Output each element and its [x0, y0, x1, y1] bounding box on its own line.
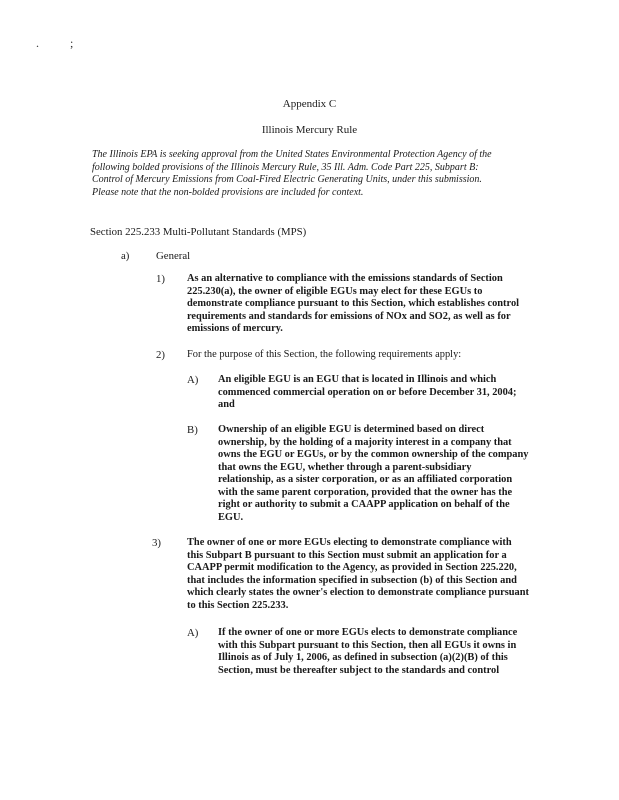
text-line: EGU.	[218, 511, 244, 523]
text-line: For the purpose of this Section, the following requirements apply:	[187, 349, 462, 360]
intro-line: Please note that the non-bolded provisions are included for context.	[92, 186, 364, 198]
text-line: with this Subpart pursuant to this Section, then all EGUs it owns in	[218, 639, 517, 651]
text-line: which clearly states the owner's election to demonstrate compliance pursuant	[187, 587, 529, 598]
paragraph-3-label: 3)	[152, 537, 161, 549]
item-B-text	[218, 424, 528, 524]
text-line: demonstrate compliance pursuant to this Section, which establishes control	[187, 298, 520, 309]
text-line: As an alternative to compliance with the emissions standards of Section	[187, 273, 503, 284]
text-line: that owns the EGU, whether through a parent-subsidiary	[218, 461, 472, 473]
paragraph-3-text	[187, 537, 529, 612]
text-line: that includes the information specified in subsection (b) of this Section and	[187, 574, 517, 586]
text-line: An eligible EGU is an EGU that is located in Illinois and which	[218, 374, 497, 385]
intro-line: Control of Mercury Emissions from Coal-Fired Electric Generating Units, under this submission.	[92, 174, 482, 185]
item-3A-label: A)	[187, 627, 199, 639]
subsection-a-label: a)	[121, 250, 130, 262]
text-line: If the owner of one or more EGUs elects to demonstrate compliance	[218, 627, 518, 638]
text-line: to this Section 225.233.	[187, 599, 289, 611]
text-line: Illinois as of July 1, 2006, as defined in subsection (a)(2)(B) of this	[218, 652, 508, 663]
intro-line: following bolded provisions of the Illinois Mercury Rule, 35 Ill. Adm. Code Part 225, Subpart B:	[92, 161, 479, 173]
document-title: Illinois Mercury Rule	[261, 124, 358, 136]
item-3A-text	[218, 627, 517, 677]
paragraph-1-text	[187, 273, 519, 336]
intro-line: The Illinois EPA is seeking approval from the United States Environmental Protection Agency of the	[92, 149, 492, 160]
text-line: The owner of one or more EGUs electing to demonstrate compliance with	[187, 537, 512, 548]
subsection-a-heading: General	[156, 250, 191, 262]
text-line: owns the EGU or EGUs, or by the common ownership of the company	[218, 449, 529, 460]
text-line: this Subpart B pursuant to this Section must submit an application for a	[187, 549, 507, 561]
text-line: Section, must be thereafter subject to the standards and control	[218, 664, 500, 676]
text-line: emissions of mercury.	[187, 323, 283, 334]
text-line: right or authority to submit a CAAPP application on behalf of the	[218, 499, 510, 510]
text-line: with the same parent corporation, provided that the owner has the	[218, 486, 513, 498]
text-line: Ownership of an eligible EGU is determined based on direct	[218, 424, 485, 435]
paragraph-2-label: 2)	[156, 349, 165, 361]
item-A-text	[218, 374, 516, 412]
paragraph-2-text	[187, 349, 461, 362]
text-line: 225.230(a), the owner of eligible EGUs may elect for these EGUs to	[187, 285, 483, 297]
text-line: and	[218, 399, 235, 410]
text-line: relationship, as a sister corporation, or as an affiliated corporation	[218, 474, 513, 485]
paragraph-1-label: 1)	[156, 273, 165, 285]
text-line: CAAPP permit modification to the Agency, as provided in Section 225.220,	[187, 562, 517, 573]
intro-paragraph	[92, 149, 540, 199]
appendix-label: Appendix C	[282, 98, 337, 110]
text-line: ownership, by the holding of a majority interest in a company that	[218, 436, 512, 448]
item-B-label: B)	[187, 424, 198, 436]
page-corner-marks: . ;	[36, 36, 88, 50]
text-line: commenced commercial operation on or before December 31, 2004;	[218, 386, 517, 398]
item-A-label: A)	[187, 374, 199, 386]
section-heading: Section 225.233 Multi-Pollutant Standards (MPS)	[90, 226, 307, 238]
text-line: requirements and standards for emissions of NOx and SO2, as well as for	[187, 310, 511, 322]
